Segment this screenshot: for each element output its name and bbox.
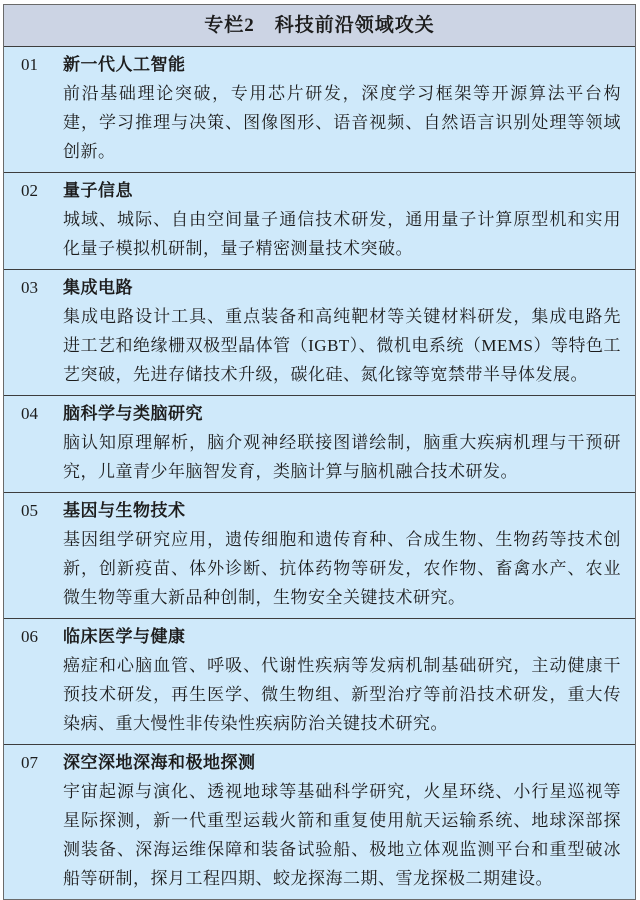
item-body: 癌症和心脑血管、呼吸、代谢性疾病等发病机制基础研究，主动健康干预技术研发，再生医学、微生物组、新型治疗等前沿技术研发，重大传染病、重大慢性非传染性疾病防治关键技术研究。: [63, 656, 621, 733]
list-item-07: [4, 745, 635, 899]
item-number: 06: [21, 627, 38, 646]
item-body: 宇宙起源与演化、透视地球等基础科学研究，火星环绕、小行星巡视等星际探测，新一代重型运载火箭和重复使用航天运输系统、地球深部探测装备、深海运维保障和装备试验船、极地立体观监测平台和重型破冰船等研制，探月工程四期、蛟龙探海二期、雪龙探极二期建设。: [63, 782, 621, 888]
list-item-02: [4, 173, 635, 270]
list-item-03: [4, 270, 635, 396]
item-title: 脑科学与类脑研究: [63, 404, 203, 423]
feature-box: [3, 4, 636, 900]
item-body: 前沿基础理论突破，专用芯片研发，深度学习框架等开源算法平台构建，学习推理与决策、图像图形、语音视频、自然语言识别处理等领域创新。: [63, 84, 621, 161]
item-body: 城域、城际、自由空间量子通信技术研发，通用量子计算原型机和实用化量子模拟机研制，量子精密测量技术突破。: [63, 210, 621, 258]
item-title: 集成电路: [63, 278, 133, 297]
item-number: 05: [21, 501, 38, 520]
item-number: 03: [21, 278, 38, 297]
list-item-01: [4, 47, 635, 173]
item-title: 基因与生物技术: [63, 501, 186, 520]
list-item-05: [4, 493, 635, 619]
item-number: 01: [21, 55, 38, 74]
panel-title: 专栏2 科技前沿领域攻关: [4, 5, 635, 47]
item-number: 07: [21, 753, 38, 772]
item-title: 新一代人工智能: [63, 55, 186, 74]
list-item-06: [4, 619, 635, 745]
item-title: 临床医学与健康: [63, 627, 186, 646]
item-body: 脑认知原理解析，脑介观神经联接图谱绘制，脑重大疾病机理与干预研究，儿童青少年脑智发育，类脑计算与脑机融合技术研发。: [63, 433, 621, 481]
item-number: 02: [21, 181, 38, 200]
item-body: 基因组学研究应用，遗传细胞和遗传育种、合成生物、生物药等技术创新，创新疫苗、体外诊断、抗体药物等研发，农作物、畜禽水产、农业微生物等重大新品种创制，生物安全关键技术研究。: [63, 530, 621, 607]
item-title: 量子信息: [63, 181, 133, 200]
item-body: 集成电路设计工具、重点装备和高纯靶材等关键材料研发，集成电路先进工艺和绝缘栅双极型晶体管（IGBT）、微机电系统（MEMS）等特色工艺突破，先进存储技术升级，碳化硅、氮化镓等宽禁带半导体发展。: [63, 307, 621, 384]
item-number: 04: [21, 404, 38, 423]
item-title: 深空深地深海和极地探测: [63, 753, 256, 772]
list-item-04: [4, 396, 635, 493]
